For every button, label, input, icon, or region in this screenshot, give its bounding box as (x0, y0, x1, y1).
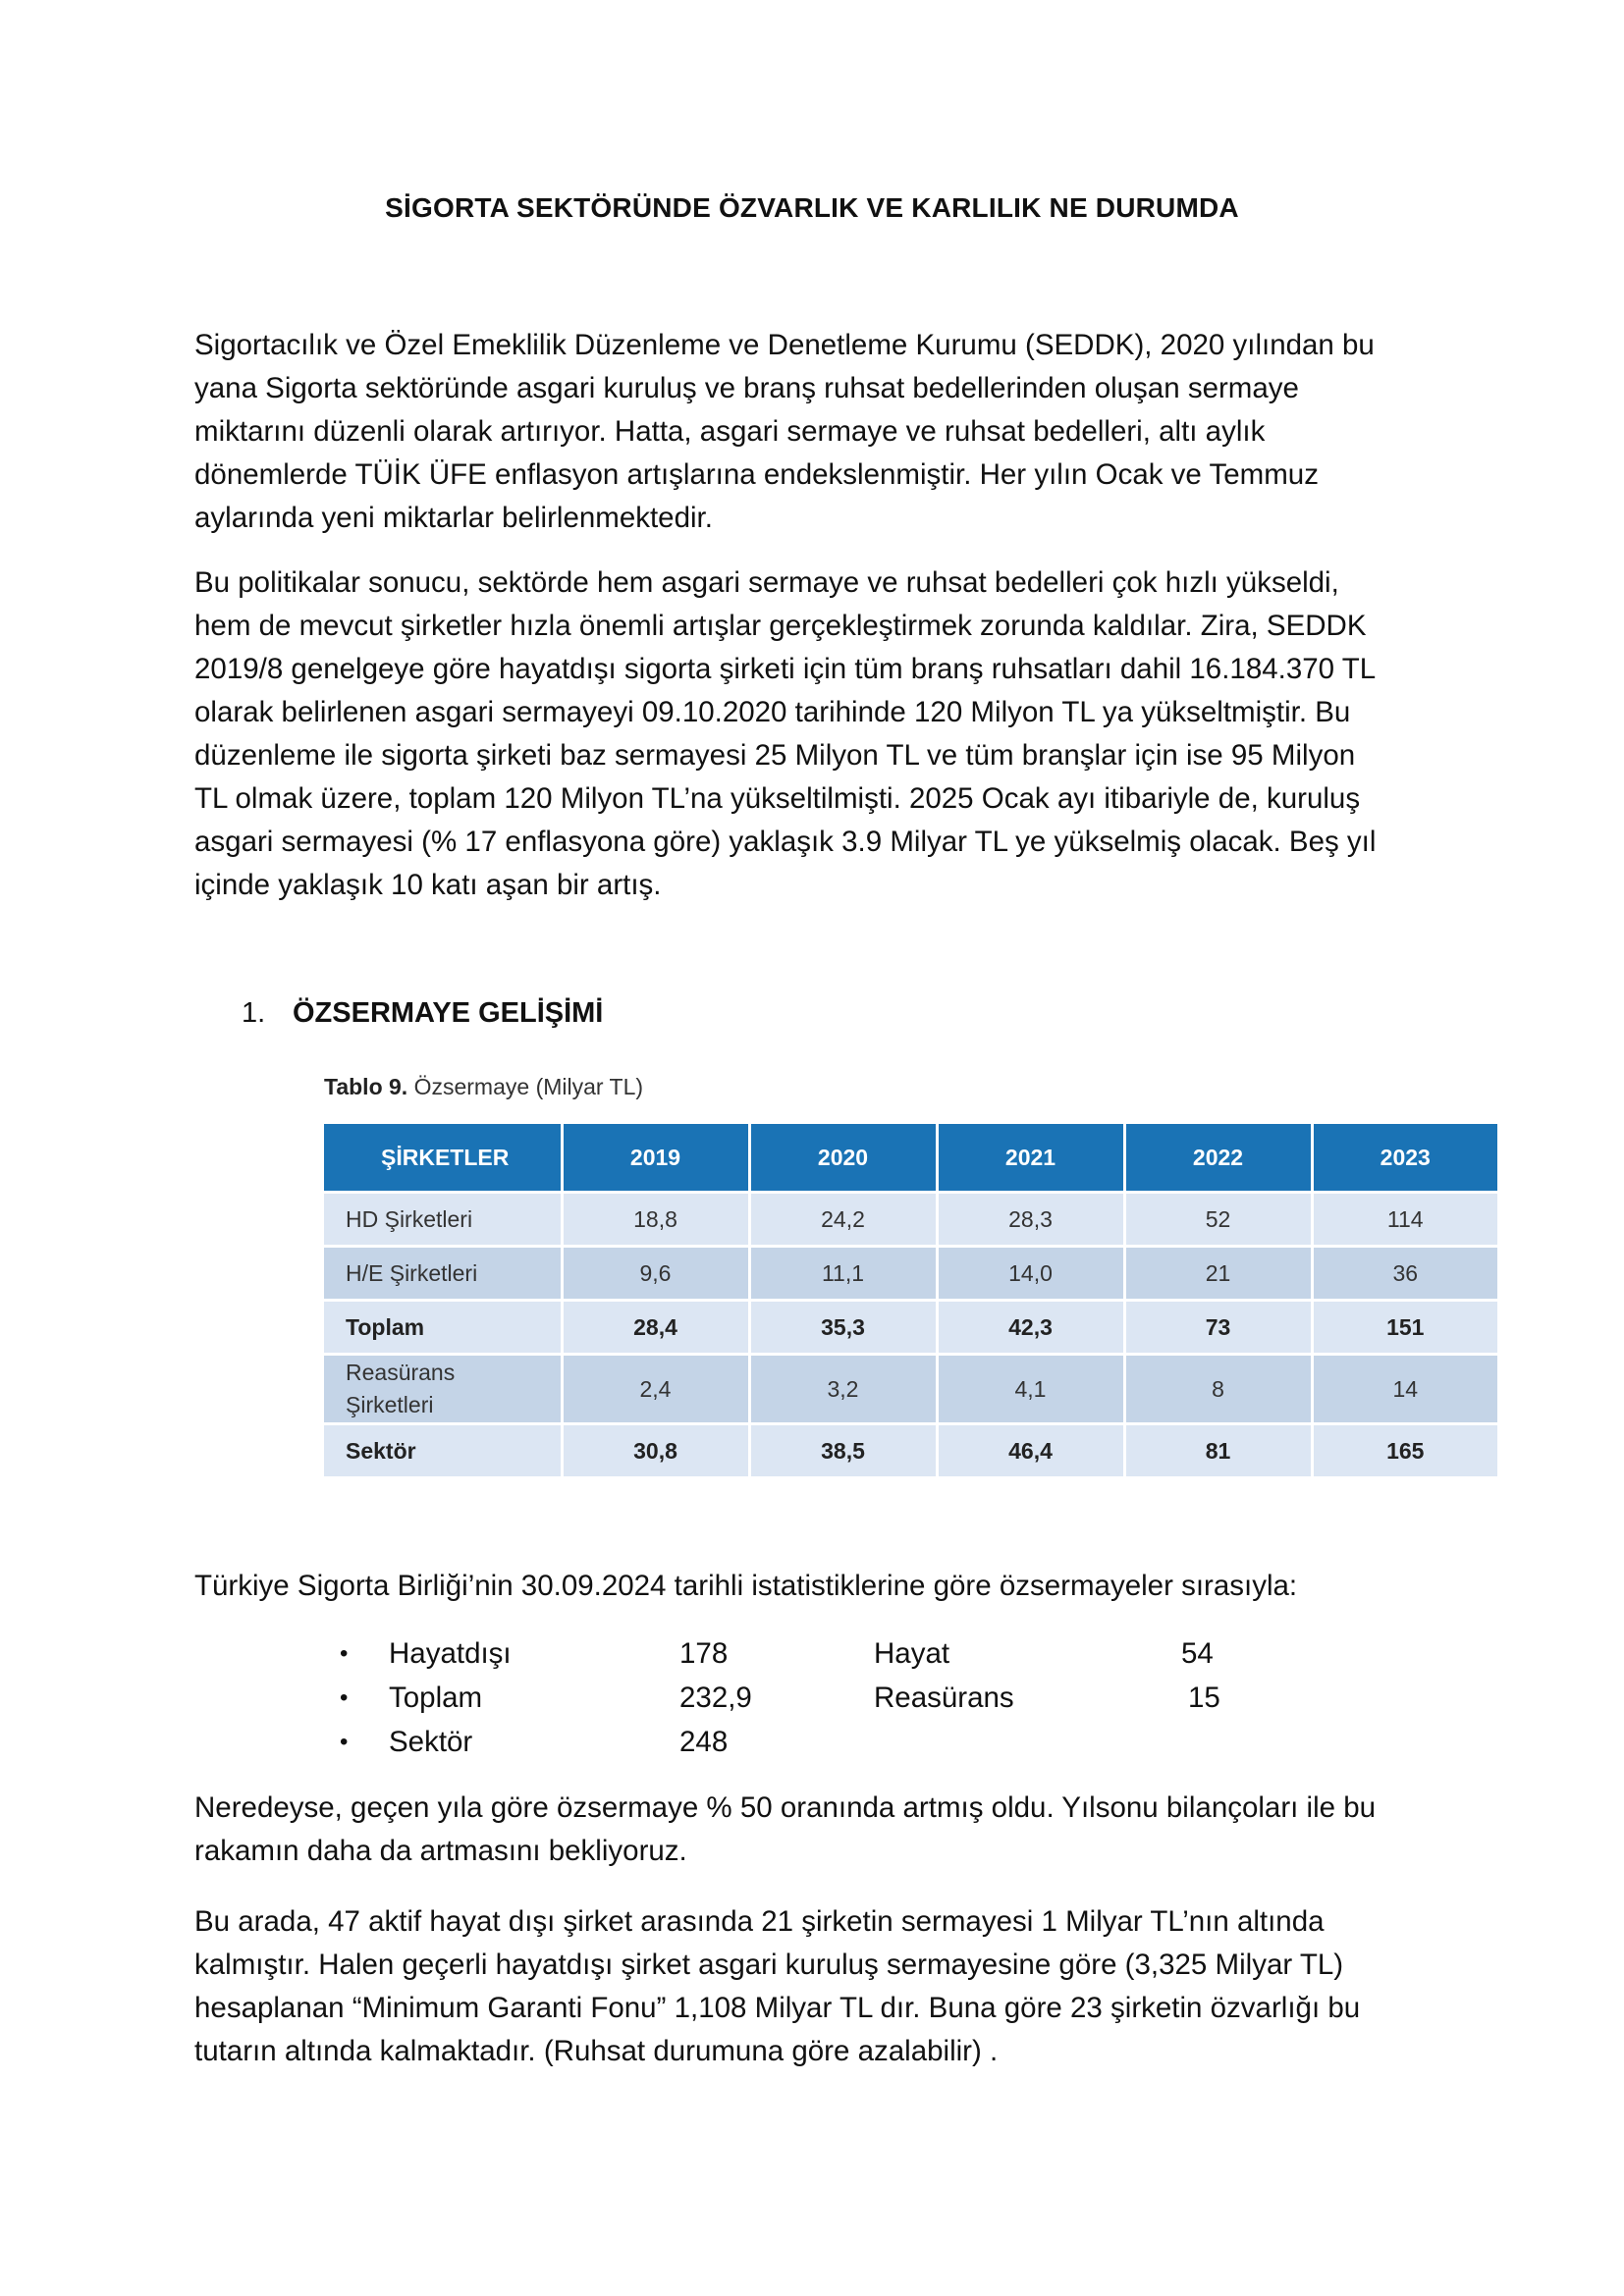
table-cell: 30,8 (562, 1424, 749, 1477)
table-header-cell: ŞİRKETLER (324, 1124, 562, 1193)
text-line: dönemlerde TÜİK ÜFE enflasyon artışlarına endekslenmiştir. Her yılın Ocak ve Temmuz (194, 458, 1319, 491)
table-row-label-line: Şirketleri (346, 1392, 434, 1417)
text-line: içinde yaklaşık 10 katı aşan bir artış. (194, 869, 662, 901)
table-row (324, 1247, 1497, 1301)
text-line: miktarını düzenli olarak artırıyor. Hatta, asgari sermaye ve ruhsat bedelleri, altı aylık (194, 415, 1266, 448)
table-cell: 165 (1312, 1424, 1497, 1477)
table-caption-text: Özsermaye (Milyar TL) (407, 1074, 644, 1099)
text-line: 2019/8 genelgeye göre hayatdışı sigorta şirketi için tüm branş ruhsatları dahil 16.184.370 TL (194, 653, 1377, 685)
table-row-label: Toplam (324, 1301, 562, 1355)
list-item (194, 1676, 1274, 1720)
stat-label: Toplam (389, 1682, 483, 1714)
table-cell: 46,4 (937, 1424, 1124, 1477)
table-cell: 14 (1312, 1355, 1497, 1424)
table-cell: 42,3 (937, 1301, 1124, 1355)
section-heading (242, 997, 603, 1030)
table-cell: 24,2 (749, 1193, 937, 1247)
list-item (194, 1631, 1274, 1676)
table-row-label: Sektör (324, 1424, 562, 1477)
stat-label: Hayat (874, 1637, 950, 1670)
table-header-cell: 2023 (1312, 1124, 1497, 1193)
table-cell: 28,3 (937, 1193, 1124, 1247)
text-line: kalmıştır. Halen geçerli hayatdışı şirket asgari kuruluş sermayesine göre (3,325 Milyar TL) (194, 1949, 1344, 1981)
table-cell: 73 (1124, 1301, 1312, 1355)
intro-paragraph (194, 324, 1441, 540)
table-header-cell: 2020 (749, 1124, 937, 1193)
table-cell: 8 (1124, 1355, 1312, 1424)
table-row (324, 1193, 1497, 1247)
table-cell: 28,4 (562, 1301, 749, 1355)
table-cell: 2,4 (562, 1355, 749, 1424)
table-row-total (324, 1301, 1497, 1355)
stat-value: 248 (679, 1726, 729, 1758)
text-line: asgari sermayesi (% 17 enflasyona göre) yaklaşık 3.9 Milyar TL ye yükselmiş olacak. Beş yıl (194, 826, 1377, 858)
bullet-icon: • (340, 1684, 349, 1711)
text-line: Bu politikalar sonucu, sektörde hem asgari sermaye ve ruhsat bedelleri çok hızlı yükseldi, (194, 566, 1339, 599)
table-cell: 21 (1124, 1247, 1312, 1301)
stat-value: 15 (1188, 1682, 1220, 1714)
stat-value: 232,9 (679, 1682, 752, 1714)
text-line: Neredeyse, geçen yıla göre özsermaye % 50 oranında artmış oldu. Yılsonu bilançoları ile bu (194, 1791, 1377, 1824)
table-caption-label: Tablo 9. (324, 1074, 408, 1099)
text-line: yana Sigorta sektöründe asgari kuruluş ve branş ruhsat bedellerinden oluşan sermaye (194, 372, 1299, 404)
text-line: aylarında yeni miktarlar belirlenmektedir. (194, 502, 713, 534)
table-row-sector (324, 1424, 1497, 1477)
table-caption (324, 1074, 643, 1100)
stat-label: Reasürans (874, 1682, 1014, 1714)
stats-list (194, 1631, 1274, 1764)
table-cell: 9,6 (562, 1247, 749, 1301)
stat-label: Hayatdışı (389, 1637, 512, 1670)
table-cell: 38,5 (749, 1424, 937, 1477)
table-cell: 14,0 (937, 1247, 1124, 1301)
text-line: rakamın daha da artmasını bekliyoruz. (194, 1835, 687, 1867)
table-header-cell: 2021 (937, 1124, 1124, 1193)
table-cell: 4,1 (937, 1355, 1124, 1424)
bullet-icon: • (340, 1640, 349, 1667)
growth-paragraph (194, 1787, 1441, 1873)
table-cell: 35,3 (749, 1301, 937, 1355)
text-line: hesaplanan “Minimum Garanti Fonu” 1,108 Milyar TL dır. Buna göre 23 şirketin özvarlığı bu (194, 1992, 1361, 2024)
table-row-label: HD Şirketleri (324, 1193, 562, 1247)
table-cell: 3,2 (749, 1355, 937, 1424)
table-row (324, 1355, 1497, 1424)
table-cell: 52 (1124, 1193, 1312, 1247)
list-item (194, 1720, 1274, 1764)
table-cell: 151 (1312, 1301, 1497, 1355)
section-title: ÖZSERMAYE GELİŞİMİ (293, 997, 604, 1029)
text-line: hem de mevcut şirketler hızla önemli artışlar gerçekleştirmek zorunda kaldılar. Zira, SEDDK (194, 610, 1367, 642)
text-line: Sigortacılık ve Özel Emeklilik Düzenleme ve Denetleme Kurumu (SEDDK), 2020 yılından bu (194, 329, 1375, 361)
section-number: 1. (242, 997, 266, 1029)
table-cell: 81 (1124, 1424, 1312, 1477)
table-cell: 114 (1312, 1193, 1497, 1247)
page-title: SİGORTA SEKTÖRÜNDE ÖZVARLIK VE KARLILIK NE DURUMDA (385, 192, 1239, 223)
text-line: tutarın altında kalmaktadır. (Ruhsat durumuna göre azalabilir) . (194, 2035, 999, 2067)
table-header-row (324, 1124, 1497, 1193)
stat-value: 178 (679, 1637, 729, 1670)
table-header-cell: 2022 (1124, 1124, 1312, 1193)
table-row-label: H/E Şirketleri (324, 1247, 562, 1301)
table-row-label-line: Reasürans (346, 1360, 456, 1385)
table-cell: 36 (1312, 1247, 1497, 1301)
text-line: Bu arada, 47 aktif hayat dışı şirket arasında 21 şirketin sermayesi 1 Milyar TL’nın altında (194, 1905, 1325, 1938)
stats-intro: Türkiye Sigorta Birliği’nin 30.09.2024 tarihli istatistiklerine göre özsermayeler sırasıyla: (194, 1570, 1298, 1602)
equity-table (324, 1124, 1497, 1476)
closing-paragraph (194, 1900, 1441, 2073)
text-line: düzenleme ile sigorta şirketi baz sermayesi 25 Milyon TL ve tüm branşlar için ise 95 Milyon (194, 739, 1356, 772)
table-cell: 11,1 (749, 1247, 937, 1301)
stat-value: 54 (1181, 1637, 1214, 1670)
table-row-label (324, 1355, 562, 1424)
table-header-cell: 2019 (562, 1124, 749, 1193)
text-line: TL olmak üzere, toplam 120 Milyon TL’na yükseltilmişti. 2025 Ocak ayı itibariyle de, kuruluş (194, 782, 1361, 815)
bullet-icon: • (340, 1729, 349, 1755)
text-line: olarak belirlenen asgari sermayeyi 09.10.2020 tarihinde 120 Milyon TL ya yükseltmiştir. Bu (194, 696, 1351, 728)
table-cell: 18,8 (562, 1193, 749, 1247)
stat-label: Sektör (389, 1726, 473, 1758)
policy-paragraph (194, 561, 1441, 907)
